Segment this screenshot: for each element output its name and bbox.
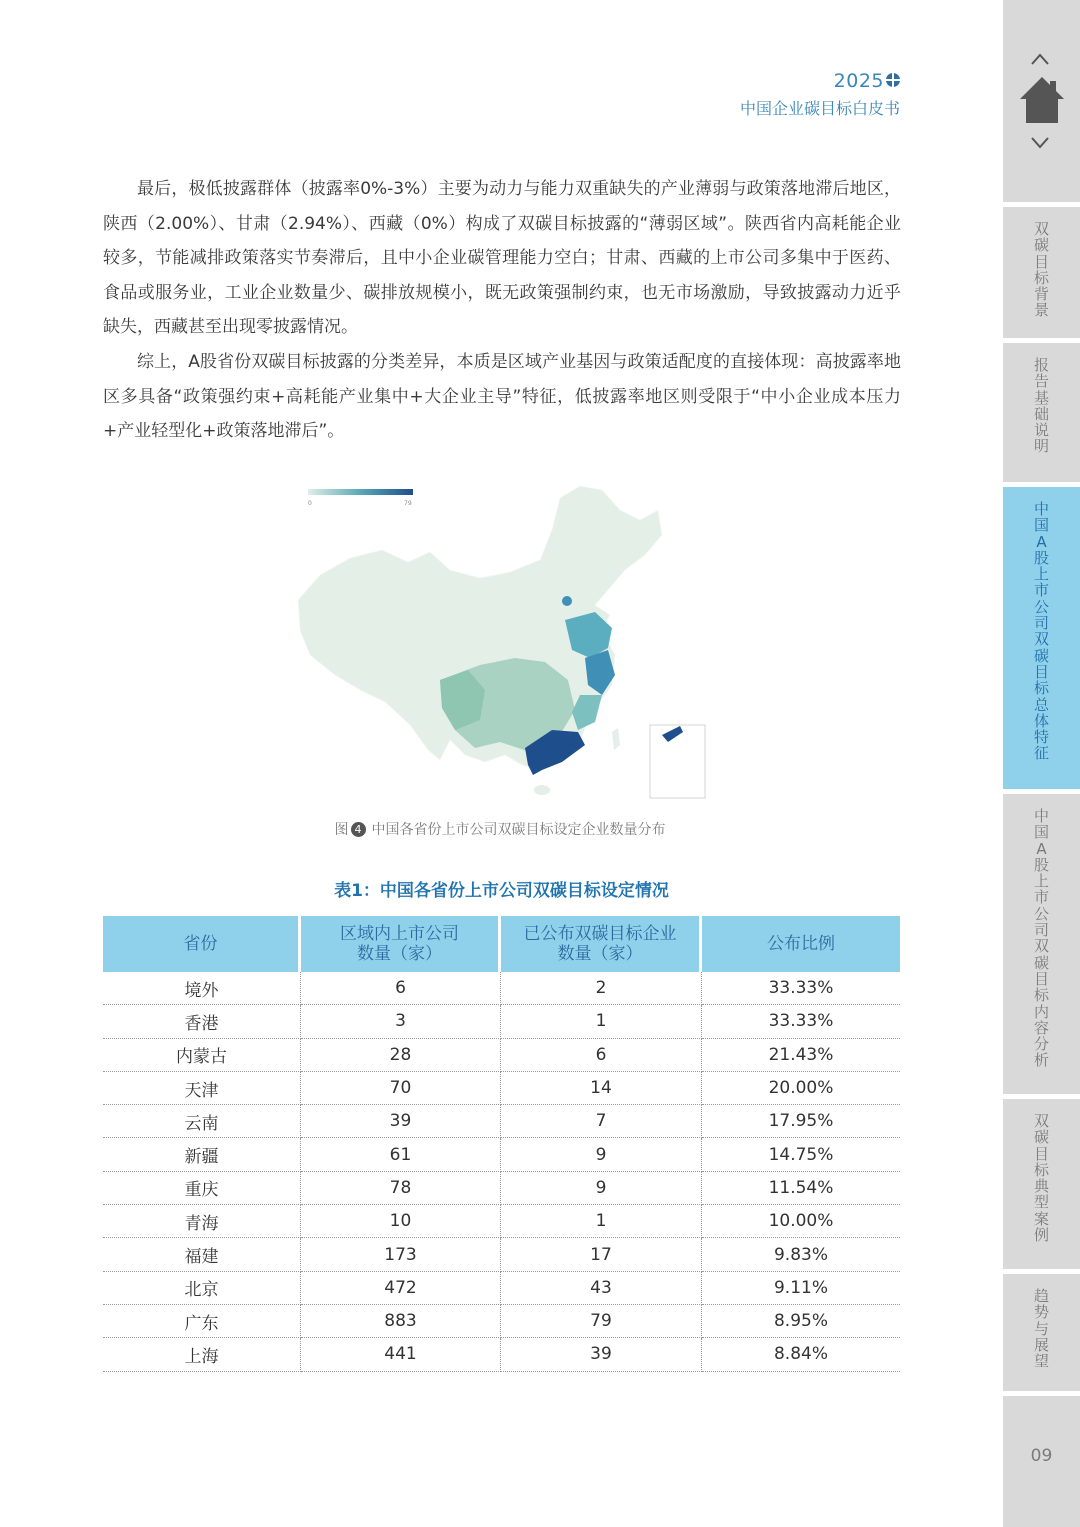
- header-year: 2025: [833, 70, 884, 92]
- table-row: [103, 1205, 900, 1238]
- legend-gradient: [308, 489, 413, 495]
- cell-province: 境外: [103, 972, 301, 1005]
- table-row: [103, 1039, 900, 1072]
- cell-province: 青海: [103, 1205, 301, 1238]
- cell-listed-count: 61: [301, 1138, 501, 1171]
- globe-icon: [886, 73, 900, 87]
- table-row: [103, 972, 900, 1005]
- home-icon[interactable]: [1020, 75, 1064, 125]
- map-inset-coast: [662, 726, 683, 742]
- chevron-up-icon[interactable]: [1030, 50, 1050, 70]
- page-number: 09: [1030, 1446, 1053, 1466]
- map-inset-frame: [650, 725, 705, 798]
- cell-listed-count: 70: [301, 1072, 501, 1105]
- cell-ratio: 33.33%: [702, 1005, 900, 1038]
- cell-province: 云南: [103, 1105, 301, 1138]
- table-row: [103, 1338, 900, 1371]
- col-header-province: 省份: [103, 916, 301, 972]
- cell-listed-count: 883: [301, 1305, 501, 1338]
- cell-province: 广东: [103, 1305, 301, 1338]
- map-hainan: [534, 785, 550, 795]
- cell-target-count: 2: [501, 972, 702, 1005]
- paragraph-1: 最后，极低披露群体（披露率0%-3%）主要为动力与能力双重缺失的产业薄弱与政策落地滞后地区，陕西（2.00%）、甘肃（2.94%）、西藏（0%）构成了双碳目标披露的“薄弱区域”。陕西省内高耗能企业较多，节能减排政策落实节奏滞后，且中小企业碳管理能力空白；甘肃、西藏的上市公司多集中于医药、食品或服务业，工业企业数量少、碳排放规模小，既无政策强制约束，也无市场激励，导致披露动力近乎缺失，西藏甚至出现零披露情况。: [103, 179, 901, 337]
- nav-item-overall-features[interactable]: [1003, 487, 1080, 789]
- table-row: [103, 1072, 900, 1105]
- cell-province: 北京: [103, 1272, 301, 1305]
- cell-target-count: 43: [501, 1272, 702, 1305]
- cell-province: 福建: [103, 1238, 301, 1271]
- nav-item-outlook[interactable]: [1003, 1274, 1080, 1391]
- cell-province: 香港: [103, 1005, 301, 1038]
- cell-ratio: 8.84%: [702, 1338, 900, 1371]
- table-title: 表1：中国各省份上市公司双碳目标设定情况: [334, 881, 669, 901]
- legend-max: 79: [404, 500, 412, 507]
- cell-ratio: 9.83%: [702, 1238, 900, 1271]
- cell-target-count: 1: [501, 1205, 702, 1238]
- cell-province: 重庆: [103, 1172, 301, 1205]
- nav-home-panel: [1003, 0, 1080, 202]
- cell-listed-count: 3: [301, 1005, 501, 1038]
- table-row: [103, 1005, 900, 1038]
- cell-target-count: 14: [501, 1072, 702, 1105]
- header-title: 中国企业碳目标白皮书: [739, 99, 900, 118]
- cell-listed-count: 6: [301, 972, 501, 1005]
- table-row: [103, 1138, 900, 1171]
- nav-label: 中 国 A 股 上 市 公 司 双 碳 目 标 总 体 特 征: [1033, 500, 1049, 763]
- cell-target-count: 39: [501, 1338, 702, 1371]
- figure-label: 图: [334, 822, 349, 838]
- nav-item-cases[interactable]: [1003, 1099, 1080, 1269]
- cell-listed-count: 78: [301, 1172, 501, 1205]
- paragraph-2: 综上，A股省份双碳目标披露的分类差异，本质是区域产业基因与政策适配度的直接体现：高披露率地区多具备“政策强约束+高耗能产业集中+大企业主导”特征，低披露率地区则受限于“中小企业成本压力+产业轻型化+政策落地滞后”。: [103, 352, 901, 441]
- cell-target-count: 9: [501, 1172, 702, 1205]
- cell-listed-count: 472: [301, 1272, 501, 1305]
- table-row: [103, 1238, 900, 1271]
- nav-label: 报 告 基 础 说 明: [1033, 356, 1049, 456]
- cell-ratio: 14.75%: [702, 1138, 900, 1171]
- chevron-down-icon[interactable]: [1030, 132, 1050, 152]
- table-header-row: [103, 916, 900, 972]
- province-table: [103, 916, 900, 1372]
- cell-listed-count: 173: [301, 1238, 501, 1271]
- nav-label: 双 碳 目 标 典 型 案 例: [1033, 1112, 1049, 1245]
- nav-label: 趋 势 与 展 望: [1033, 1287, 1049, 1371]
- cell-target-count: 79: [501, 1305, 702, 1338]
- cell-target-count: 6: [501, 1039, 702, 1072]
- cell-ratio: 9.11%: [702, 1272, 900, 1305]
- cell-target-count: 7: [501, 1105, 702, 1138]
- cell-ratio: 33.33%: [702, 972, 900, 1005]
- cell-target-count: 1: [501, 1005, 702, 1038]
- legend-min: 0: [308, 500, 312, 507]
- col-header-target-count: 已公布双碳目标企业 数量（家）: [501, 916, 702, 972]
- cell-province: 上海: [103, 1338, 301, 1371]
- cell-target-count: 9: [501, 1138, 702, 1171]
- table-row: [103, 1305, 900, 1338]
- cell-ratio: 17.95%: [702, 1105, 900, 1138]
- map-beijing: [562, 596, 572, 606]
- nav-item-background[interactable]: [1003, 207, 1080, 338]
- cell-ratio: 10.00%: [702, 1205, 900, 1238]
- table-row: [103, 1172, 900, 1205]
- cell-province: 内蒙古: [103, 1039, 301, 1072]
- col-header-ratio: 公布比例: [702, 916, 900, 972]
- nav-label: 中 国 A 股 上 市 公 司 双 碳 目 标 内 容 分 析: [1033, 807, 1049, 1070]
- china-choropleth-map: [290, 480, 720, 810]
- cell-province: 新疆: [103, 1138, 301, 1171]
- figure-number: 4: [351, 822, 366, 837]
- nav-item-content-analysis[interactable]: [1003, 794, 1080, 1094]
- col-header-listed-count: 区域内上市公司 数量（家）: [301, 916, 501, 972]
- cell-listed-count: 10: [301, 1205, 501, 1238]
- nav-label: 双 碳 目 标 背 景: [1033, 220, 1049, 320]
- figure-caption-text: 中国各省份上市公司双碳目标设定企业数量分布: [371, 822, 666, 838]
- cell-target-count: 17: [501, 1238, 702, 1271]
- cell-province: 天津: [103, 1072, 301, 1105]
- cell-ratio: 8.95%: [702, 1305, 900, 1338]
- cell-ratio: 20.00%: [702, 1072, 900, 1105]
- cell-ratio: 11.54%: [702, 1172, 900, 1205]
- table-row: [103, 1272, 900, 1305]
- nav-item-basics[interactable]: [1003, 343, 1080, 482]
- cell-listed-count: 441: [301, 1338, 501, 1371]
- cell-listed-count: 39: [301, 1105, 501, 1138]
- cell-listed-count: 28: [301, 1039, 501, 1072]
- page-number-box: [1003, 1396, 1080, 1527]
- map-taiwan: [612, 728, 620, 750]
- cell-ratio: 21.43%: [702, 1039, 900, 1072]
- table-row: [103, 1105, 900, 1138]
- figure-caption: [0, 819, 1000, 839]
